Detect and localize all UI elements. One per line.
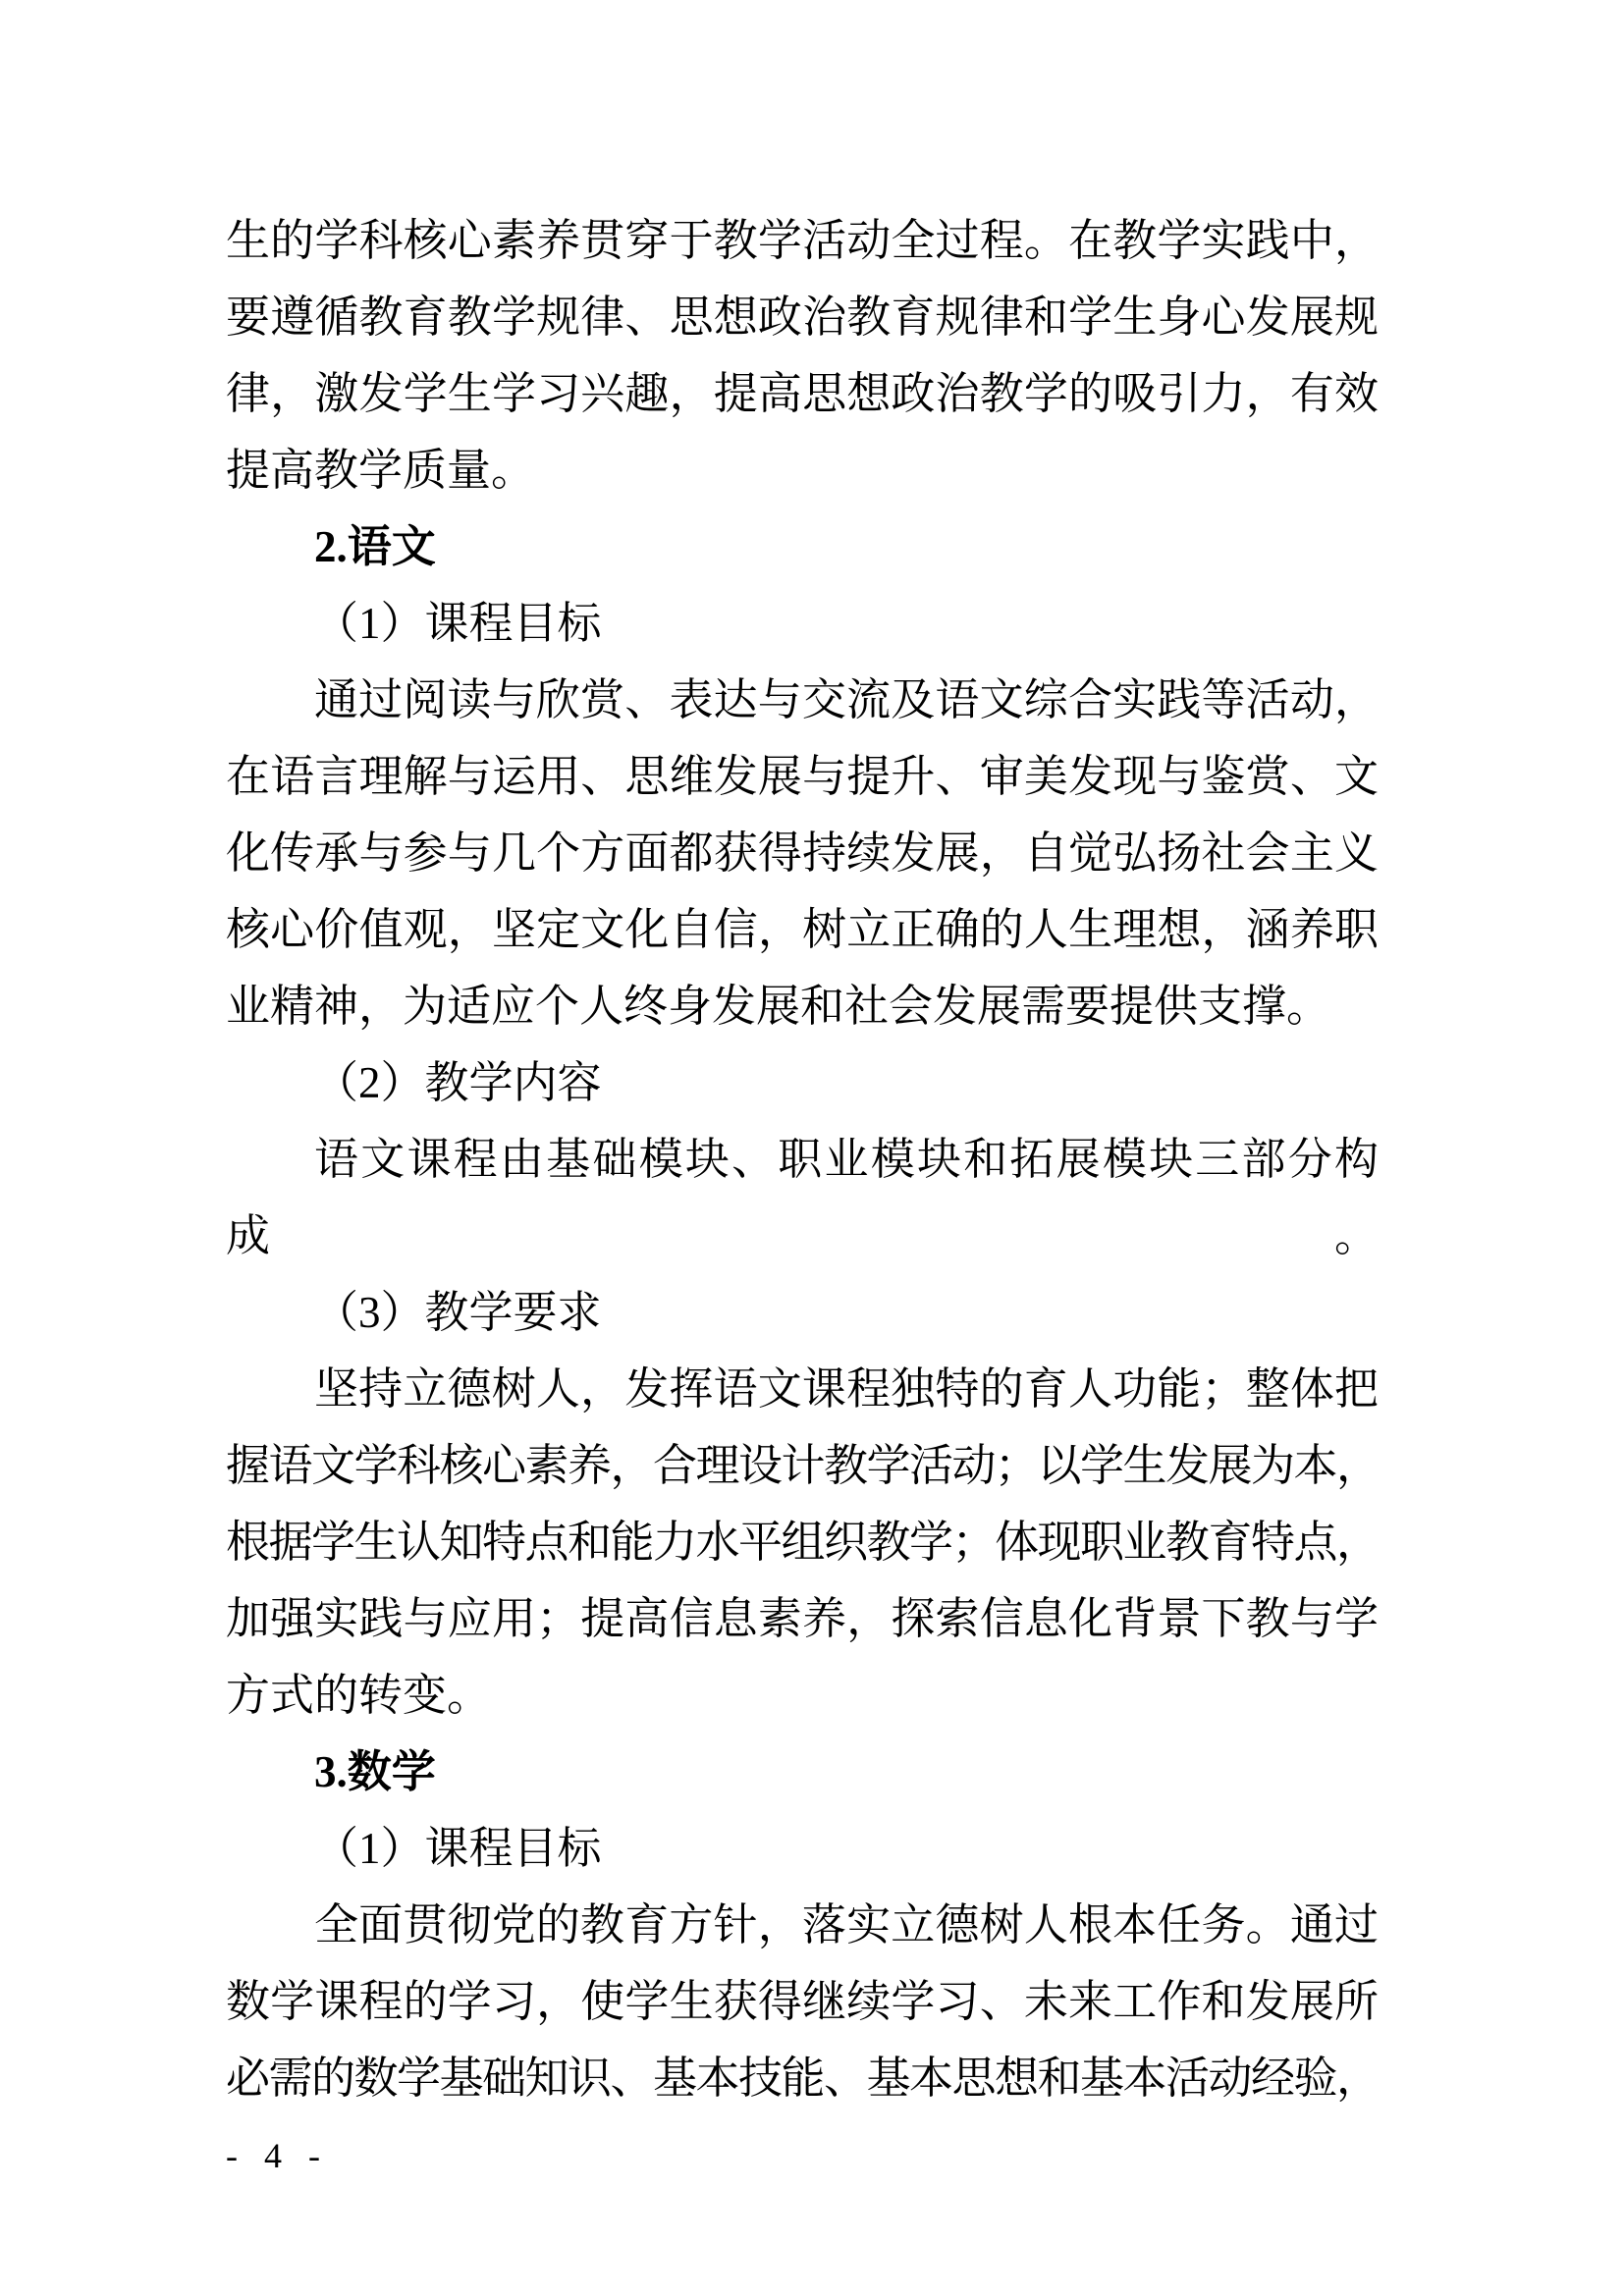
sub-heading: （2）教学内容 bbox=[314, 1058, 602, 1107]
body-line: 握语文学科核心素养，合理设计教学活动；以学生发展为本， bbox=[226, 1441, 1379, 1490]
body-line: 要遵循教育教学规律、思想政治教育规律和学生身心发展规 bbox=[226, 293, 1379, 342]
body-line: 在语言理解与运用、思维发展与提升、审美发现与鉴赏、文 bbox=[226, 752, 1379, 801]
page-number: - 4 - bbox=[226, 2136, 329, 2175]
body-line: 语文课程由基础模块、职业模块和拓展模块三部分构成。 bbox=[226, 1135, 1379, 1260]
body-line: 坚持立德树人，发挥语文课程独特的育人功能；整体把 bbox=[314, 1364, 1379, 1414]
body-line: 提高教学质量。 bbox=[226, 446, 536, 495]
body-line: 生的学科核心素养贯穿于教学活动全过程。在教学实践中， bbox=[226, 216, 1379, 265]
body-line: 业精神，为适应个人终身发展和社会发展需要提供支撑。 bbox=[226, 982, 1331, 1031]
section-heading-math: 3.数学 bbox=[314, 1747, 436, 1796]
sub-heading: （1）课程目标 bbox=[314, 1824, 602, 1873]
body-line: 核心价值观，坚定文化自信，树立正确的人生理想，涵养职 bbox=[226, 905, 1379, 954]
body-line: 加强实践与应用；提高信息素养，探索信息化背景下教与学 bbox=[226, 1594, 1379, 1643]
document-body bbox=[226, 202, 1379, 2116]
section-heading-chinese: 2.语文 bbox=[314, 522, 436, 571]
body-line: 通过阅读与欣赏、表达与交流及语文综合实践等活动， bbox=[314, 675, 1379, 724]
sub-heading: （3）教学要求 bbox=[314, 1288, 602, 1337]
body-line: 方式的转变。 bbox=[226, 1671, 492, 1720]
body-line: 根据学生认知特点和能力水平组织教学；体现职业教育特点， bbox=[226, 1518, 1379, 1567]
body-line: 必需的数学基础知识、基本技能、基本思想和基本活动经验， bbox=[226, 2054, 1379, 2103]
body-line: 全面贯彻党的教育方针，落实立德树人根本任务。通过 bbox=[314, 1900, 1379, 1949]
body-line: 化传承与参与几个方面都获得持续发展，自觉弘扬社会主义 bbox=[226, 828, 1379, 878]
sub-heading: （1）课程目标 bbox=[314, 599, 602, 648]
body-line: 数学课程的学习，使学生获得继续学习、未来工作和发展所 bbox=[226, 1977, 1379, 2026]
body-line: 律，激发学生学习兴趣，提高思想政治教学的吸引力，有效 bbox=[226, 369, 1379, 418]
